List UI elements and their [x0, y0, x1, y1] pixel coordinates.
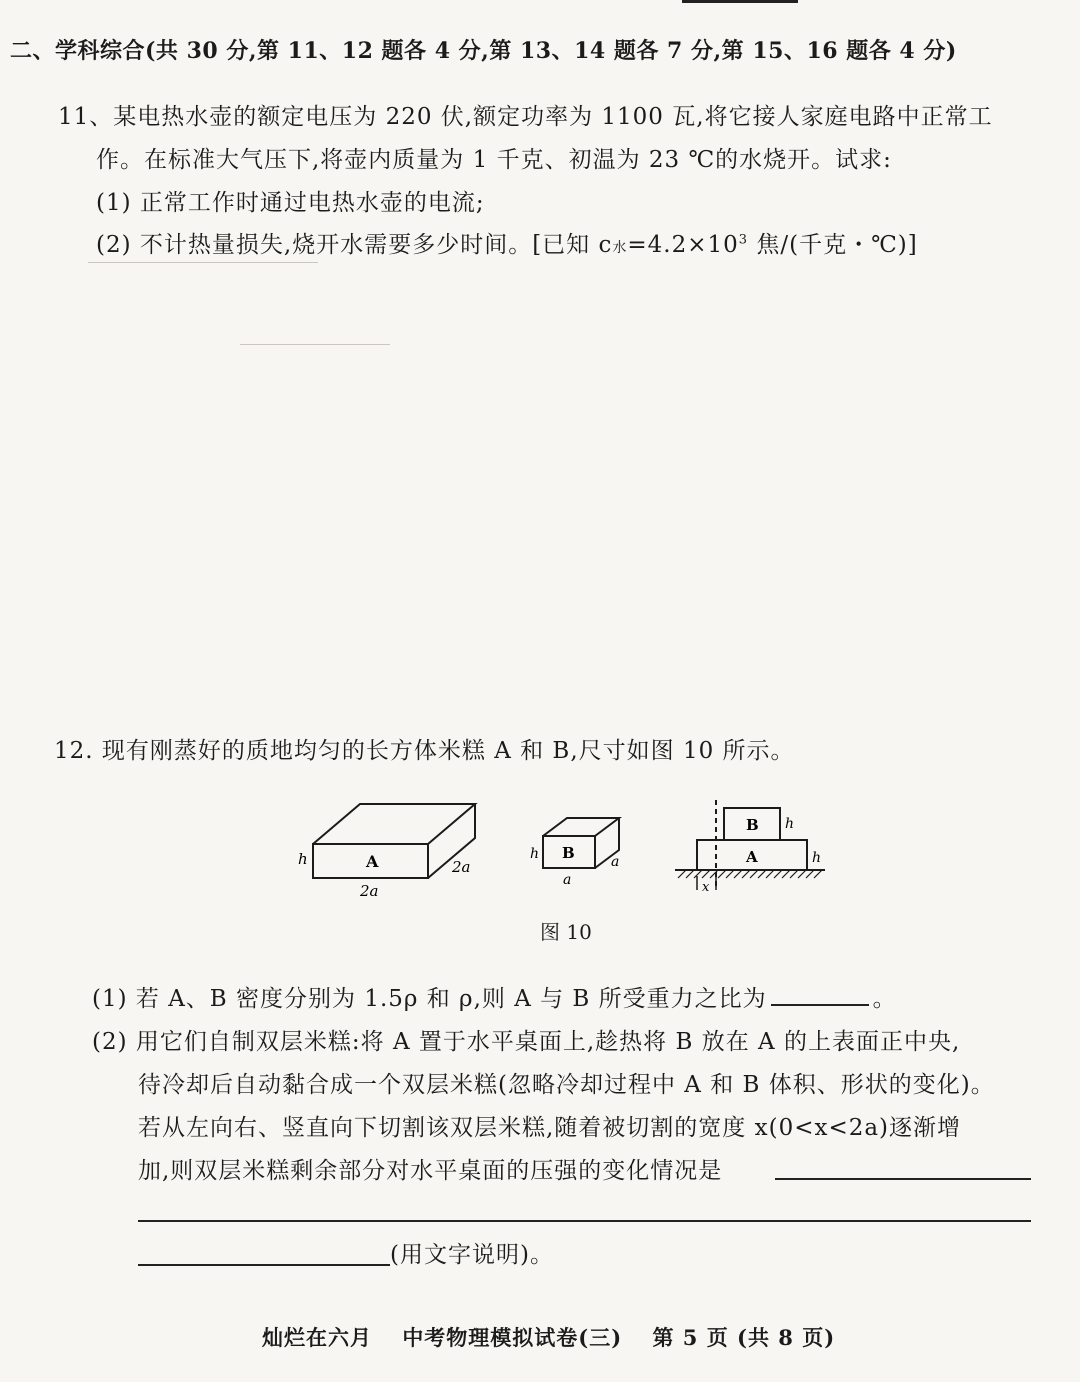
q11-part2-unit: 焦/(千克・℃)] — [748, 232, 918, 258]
q11-part1: (1) 正常工作时通过电热水壶的电流; — [96, 190, 485, 216]
q12-part2-line1: (2) 用它们自制双层米糕:将 A 置于水平桌面上,趁热将 B 放在 A 的上表面正中央, — [92, 1029, 961, 1055]
q12-part2-line3: 若从左向右、竖直向下切割该双层米糕,随着被切割的宽度 x(0<x<2a)逐渐增 — [138, 1115, 962, 1141]
scan-line-2 — [240, 344, 390, 345]
q12-part2-end: (用文字说明)。 — [390, 1242, 554, 1268]
q11-part2-value: =4.2×10 — [627, 232, 739, 258]
stack-a-height-label: h — [812, 850, 822, 866]
q11-part2-exponent: 3 — [738, 232, 749, 248]
q12-part1-answer-blank[interactable] — [771, 1004, 869, 1006]
block-b-width-label: a — [563, 872, 572, 888]
footer-page-number: 第 5 页 (共 8 页) — [652, 1325, 836, 1350]
q11-part2-text: (2) 不计热量损失,烧开水需要多少时间。[已知 c — [96, 232, 613, 258]
section-title: 二、学科综合(共 30 分,第 11、12 题各 4 分,第 13、14 题各 7 分,第 15、16 题各 4 分) — [10, 38, 957, 64]
q12-stem: 12. 现有刚蒸好的质地均匀的长方体米糕 A 和 B,尺寸如图 10 所示。 — [54, 738, 795, 764]
q11-part2-subscript: 水 — [612, 240, 628, 256]
stacked-cake-diagram — [675, 800, 825, 890]
block-a-diagram — [313, 804, 475, 878]
block-b-diagram — [543, 818, 619, 868]
q12-part2-answer-blank-1[interactable] — [775, 1178, 1031, 1180]
figure-10 — [280, 790, 840, 910]
block-a-height-label: h — [298, 850, 308, 868]
q12-part1-text: (1) 若 A、B 密度分别为 1.5ρ 和 ρ,则 A 与 B 所受重力之比为 — [92, 986, 767, 1012]
q12-part1 — [92, 980, 897, 1013]
page-footer — [262, 1322, 857, 1352]
footer-brand: 灿烂在六月 — [262, 1325, 372, 1350]
q11-stem-line2: 作。在标准大气压下,将壶内质量为 1 千克、初温为 23 ℃的水烧开。试求: — [96, 147, 892, 173]
top-edge-mark — [682, 0, 798, 3]
q12-part1-period: 。 — [872, 986, 897, 1012]
q12-part2-line4: 加,则双层米糕剩余部分对水平桌面的压强的变化情况是 — [138, 1158, 723, 1184]
block-a-width-label: 2a — [360, 882, 379, 900]
footer-title: 中考物理模拟试卷(三) — [402, 1325, 623, 1350]
block-b-depth-label: a — [611, 854, 620, 870]
stack-b-height-label: h — [785, 816, 795, 832]
block-a-label: A — [366, 852, 379, 871]
q12-part2-line2: 待冷却后自动黏合成一个双层米糕(忽略冷却过程中 A 和 B 体积、形状的变化)。 — [138, 1072, 995, 1098]
scan-line-1 — [88, 262, 318, 263]
q12-part2-answer-blank-3[interactable] — [138, 1264, 390, 1266]
q11-part2 — [96, 226, 918, 259]
stack-b-label: B — [746, 816, 759, 834]
block-b-label: B — [562, 844, 575, 862]
q11-stem-line1: 11、某电热水壶的额定电压为 220 伏,额定功率为 1100 瓦,将它接人家庭电路中正常工 — [58, 104, 993, 130]
block-a-depth-label: 2a — [452, 858, 471, 876]
ground-hatching — [678, 870, 822, 878]
cut-width-label: x — [702, 880, 710, 895]
q12-part2-answer-blank-2[interactable] — [138, 1220, 1031, 1222]
block-b-height-label: h — [530, 846, 540, 862]
stack-a-label: A — [746, 848, 758, 866]
figure-caption: 图 10 — [540, 920, 592, 944]
